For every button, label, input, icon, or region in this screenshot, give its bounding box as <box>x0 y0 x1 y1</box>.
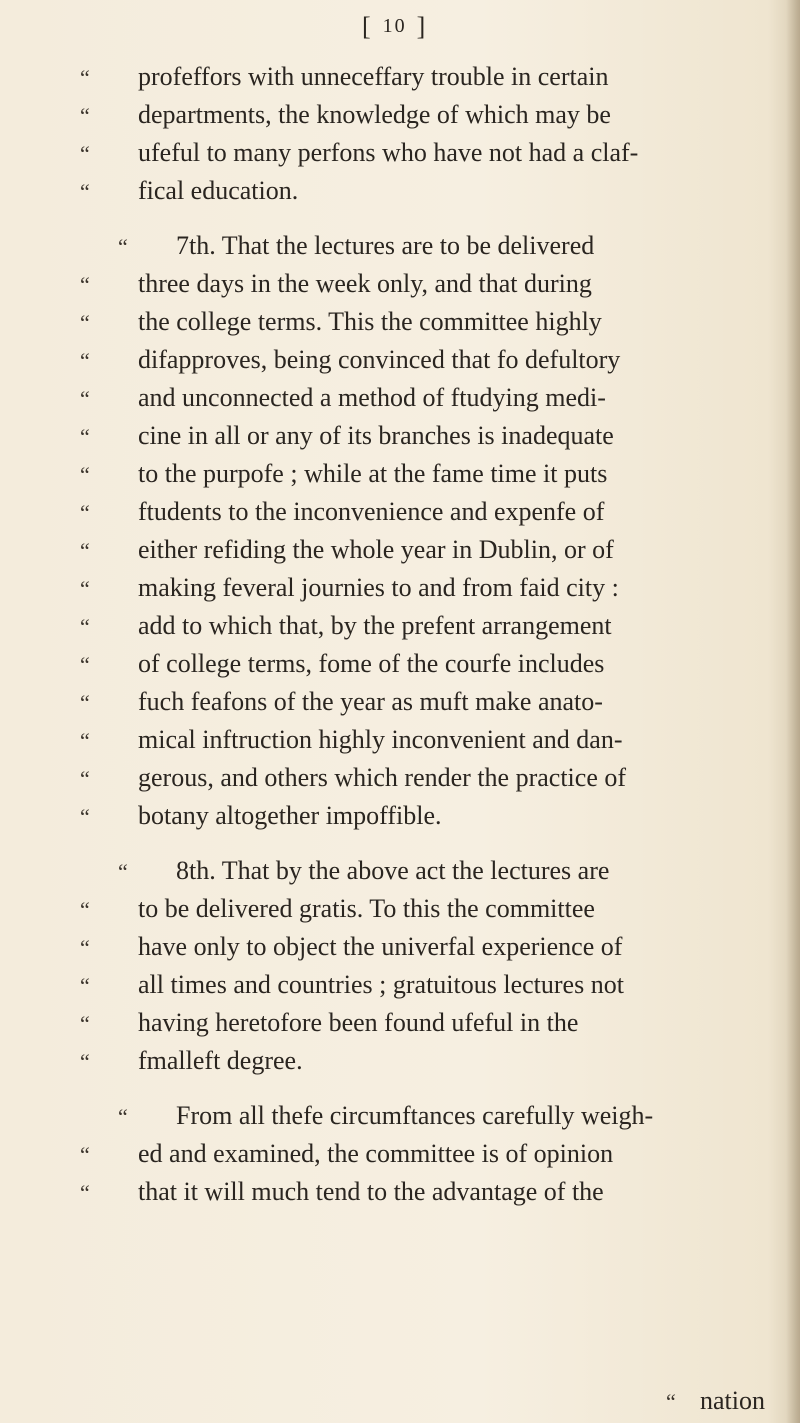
line-text: of college terms, fome of the courfe includes <box>138 649 605 678</box>
line-text: gerous, and others which render the practice of <box>138 763 627 792</box>
line-text: to the purpofe ; while at the fame time it puts <box>138 459 608 488</box>
quote-mark: “ <box>80 103 90 128</box>
text-line <box>80 1177 800 1208</box>
line-text: add to which that, by the prefent arrangement <box>138 611 612 640</box>
quote-mark: “ <box>80 272 90 297</box>
text-line <box>80 345 800 376</box>
quote-mark: “ <box>80 65 90 90</box>
line-text: either refiding the whole year in Dublin, or of <box>138 535 614 564</box>
quote-mark: “ <box>118 1104 128 1129</box>
line-text: cine in all or any of its branches is inadequate <box>138 421 614 450</box>
text-line <box>80 687 800 718</box>
text-line <box>80 725 800 756</box>
quote-mark: “ <box>80 462 90 487</box>
text-line <box>80 1046 800 1077</box>
text-line <box>80 497 800 528</box>
line-text: mical inftruction highly inconvenient and dan- <box>138 725 623 754</box>
text-line <box>80 459 800 490</box>
text-line <box>80 307 800 338</box>
quote-mark: “ <box>80 500 90 525</box>
text-line <box>80 970 800 1001</box>
line-text: 8th. That by the above act the lectures are <box>176 856 610 885</box>
quote-mark: “ <box>666 1389 676 1414</box>
line-text: fuch feafons of the year as muft make anato- <box>138 687 603 716</box>
catchword-line <box>666 1386 796 1417</box>
line-text: departments, the knowledge of which may be <box>138 100 611 129</box>
text-line <box>80 138 800 169</box>
text-line <box>118 231 800 262</box>
text-line <box>80 1008 800 1039</box>
header-left-bracket: [ <box>362 12 373 41</box>
text-line <box>80 62 800 93</box>
text-line <box>118 856 800 887</box>
line-text: the college terms. This the committee highly <box>138 307 602 336</box>
quote-mark: “ <box>80 935 90 960</box>
quote-mark: “ <box>80 1142 90 1167</box>
text-line <box>80 100 800 131</box>
quote-mark: “ <box>80 973 90 998</box>
text-line <box>80 611 800 642</box>
quote-mark: “ <box>80 141 90 166</box>
quote-mark: “ <box>80 310 90 335</box>
quote-mark: “ <box>80 386 90 411</box>
quote-mark: “ <box>80 538 90 563</box>
quote-mark: “ <box>80 728 90 753</box>
text-line <box>118 1101 800 1132</box>
text-line <box>80 649 800 680</box>
quote-mark: “ <box>80 690 90 715</box>
line-text: ftudents to the inconvenience and expenfe of <box>138 497 605 526</box>
quote-mark: “ <box>80 1180 90 1205</box>
text-line <box>80 535 800 566</box>
quote-mark: “ <box>80 179 90 204</box>
line-text: making feveral journies to and from faid city : <box>138 573 619 602</box>
text-line <box>80 573 800 604</box>
text-line <box>80 763 800 794</box>
line-text: have only to object the univerfal experience of <box>138 932 623 961</box>
quote-mark: “ <box>80 424 90 449</box>
quote-mark: “ <box>80 652 90 677</box>
text-line <box>80 932 800 963</box>
quote-mark: “ <box>118 859 128 884</box>
page-number: 10 <box>382 15 407 37</box>
header-right-bracket: ] <box>416 12 428 41</box>
quote-mark: “ <box>80 804 90 829</box>
text-line <box>80 269 800 300</box>
line-text: profeffors with unneceffary trouble in certain <box>138 62 609 91</box>
text-line <box>80 421 800 452</box>
quote-mark: “ <box>80 614 90 639</box>
quote-mark: “ <box>80 897 90 922</box>
line-text: all times and countries ; gratuitous lectures not <box>138 970 624 999</box>
line-text: three days in the week only, and that during <box>138 269 592 298</box>
quote-mark: “ <box>80 576 90 601</box>
line-text: that it will much tend to the advantage of the <box>138 1177 604 1206</box>
line-text: ed and examined, the committee is of opinion <box>138 1139 614 1168</box>
line-text: fmalleft degree. <box>138 1046 303 1075</box>
text-line <box>80 383 800 414</box>
catchword: nation <box>700 1386 765 1415</box>
line-text: difapproves, being convinced that fo defultory <box>138 345 621 374</box>
text-line <box>80 1139 800 1170</box>
quote-mark: “ <box>80 1049 90 1074</box>
text-line <box>80 176 800 207</box>
line-text: botany altogether impoffible. <box>138 801 442 830</box>
quote-mark: “ <box>80 1011 90 1036</box>
line-text: having heretofore been found ufeful in the <box>138 1008 579 1037</box>
text-line <box>80 894 800 925</box>
page-header <box>362 12 452 42</box>
line-text: and unconnected a method of ftudying medi- <box>138 383 606 412</box>
quote-mark: “ <box>118 234 128 259</box>
line-text: to be delivered gratis. To this the committee <box>138 894 595 923</box>
text-line <box>80 801 800 832</box>
line-text: From all thefe circumftances carefully weigh- <box>176 1101 654 1130</box>
quote-mark: “ <box>80 348 90 373</box>
quote-mark: “ <box>80 766 90 791</box>
line-text: fical education. <box>138 176 299 205</box>
line-text: ufeful to many perfons who have not had a claf- <box>138 138 639 167</box>
line-text: 7th. That the lectures are to be delivered <box>176 231 595 260</box>
